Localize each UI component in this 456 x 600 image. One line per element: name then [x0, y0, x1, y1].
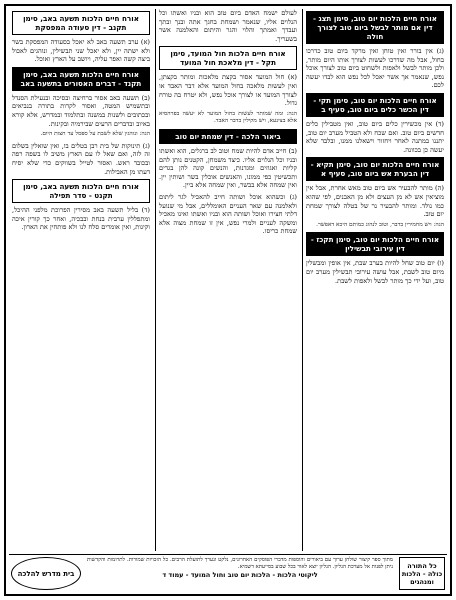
footer-text-block	[83, 555, 397, 592]
gloss-note: הגה: ונוהגין שלא לשבת על ספסל עד חצות היום.	[40, 131, 150, 138]
gloss-note: הגה: ומה שמותר לעשות בחול המועד לא יעשה בפרהסיא אלא בצינעא, ויש מקילין בדבר האבד.	[159, 110, 297, 125]
text-columns	[9, 9, 447, 551]
paragraph: (ו) יום טוב שחל להיות בערב שבת, אין אופין ומבשלין מיום טוב לשבת, אבל עושה עירובי תבשילין מערב יום טוב, ועל ידי כך מותר לבשל ולאפות לשבת.	[306, 259, 444, 285]
institution-seal: בית מדרש להלכה	[11, 557, 81, 590]
section-header: אורח חיים הלכות יום טוב, סימן תקי - דין הכשר כלים ביום טוב, סעיף ב	[306, 93, 444, 117]
gloss-note: הגה: ויש מחמירין בדבר, וטוב לנהוג כמותם היכא דאפשר.	[316, 221, 444, 228]
page-footer	[9, 554, 447, 592]
section-header: אורח חיים הלכות תשעה באב, סימן תקנב - דין סעודה המפסקת	[12, 11, 150, 35]
paragraph: (ב) תשעה באב אסור ברחיצה ובסיכה ובנעילת הסנדל ובתשמיש המטה, ואסור לקרות בתורה בנביאים ובכתובים ולשנות במשנה ובתלמוד ובמדרש, אלא קורא באיוב ובדברים הרעים שבירמיה ובקינות.	[12, 93, 150, 128]
section-header: אורח חיים הלכות חול המועד, סימן תקל - דין מלאכת חול המועד	[159, 46, 297, 70]
paragraph: (ג) תינוקות של בית רבן בטלים בו, ואין שואלין בשלום זה לזה, ואם שאל לו עם הארץ משיב לו בשפה רפה ובכובד ראש. ואסור לטייל בשווקים כדי שלא יסיח דעתו מן האבילות.	[12, 141, 150, 176]
column-middle	[155, 9, 300, 551]
column-left	[9, 9, 153, 551]
paragraph: (ד) אין מכשירין כלים ביום טוב, ואין מטבילין כלים חדשים ביום טוב. ואם שכח ולא הטביל מערב יום טוב, יתננו במתנה לאחר ויחזור וישאלנו ממנו, ובלבד שלא יעשה כן בכוונה.	[306, 119, 444, 154]
document-page	[4, 4, 452, 596]
section-header: ביאור הלכה - דין שמחת יום טוב	[159, 129, 297, 144]
paragraph: (א) ערב תשעה באב לא יאכל בסעודה המפסקת בשר ולא ישתה יין, ולא יאכל שני תבשילין, ונוהגים לאכול ביצה קשה ואפר עליה, ויושב על הארץ ואוכל.	[12, 38, 150, 64]
section-header: אורח חיים הלכות יום טוב, סימן תצג - דין אם מותר לבשל ביום טוב לצורך חולה	[306, 11, 444, 44]
section-header: אורח חיים הלכות תשעה באב, סימן תקנט - סדר תפילה	[12, 179, 150, 203]
paragraph: (ה) מותר להבעיר אש ביום טוב מאש אחרת, אבל אין מוציאין אש לא מן העצים ולא מן האבנים, לפי שהוא כמו נולד. ומותר להבעיר נר של בטלה לצורך שמחת יום טוב.	[306, 184, 444, 219]
section-header: אורח חיים הלכות יום טוב, סימן תקכז - דין עירובי תבשילין	[306, 232, 444, 256]
footer-description: מתוך ספר קיצור שולחן ערוך עם ביאורים והוספות מדברי הפוסקים האחרונים, נלקט ונערך לתועלת הרבים. כל הזכויות שמורות. לתרומות והקדשות ניתן לפנות אל מערכת הגליון. הגליון יוצא לאור בכל שבוע בסייעתא דשמיא.	[87, 557, 393, 570]
paragraph: (ד) בליל תשעה באב מסירין הפרוכת מלפני ההיכל, ומתפללין ערבית בנחת ובבכיה, ואחר כך קורין איכה וקינות, ואין אומרים סלח לנו ולא פותחין את הארון.	[12, 206, 150, 232]
paragraph: (ב) חייב אדם להיות שמח וטוב לב ברגלים, הוא ואשתו ובניו וכל הנלוים אליו. כיצד משמחן, הקטנים נותן להם קליות ואגוזים ומגדנות, והנשים קונה להן בגדים ותכשיטין כפי ממונו, והאנשים אוכלין בשר ושותין יין. ואין שמחה אלא בבשר, ואין שמחה אלא ביין.	[159, 146, 297, 190]
footer-title: ליקוטי הלכות - הלכות יום טוב וחול המועד - עמוד ד	[162, 571, 318, 579]
section-header: אורח חיים הלכות תשעה באב, סימן תקנד - דברים האסורים בתשעה באב	[12, 67, 150, 91]
paragraph: (א) חול המועד אסור בקצת מלאכות ומותר בקצתן, ואין לעשות מלאכה בחול המועד אלא דבר האבד או לצורך המועד או לצורך אוכל נפש, ולא יטרח בה טורח גדול.	[159, 73, 297, 108]
paragraph: לעולם ישמח האדם ביום טוב הוא ובניו ואשתו וכל הנלוים אליו, שנאמר ושמחת בחגך אתה ובנך ובתך ועבדך ואמתך והלוי והגר והיתום והאלמנה אשר בשעריך.	[159, 9, 297, 43]
publication-logo: כל התורה כולה - הלכות ומנהגים	[399, 557, 445, 590]
section-header: אורח חיים הלכות יום טוב, סימן תקיא - דין הבערת אש ביום טוב, סעיף א	[306, 157, 444, 181]
paragraph: (ג) וכשהוא אוכל ושותה חייב להאכיל לגר ליתום ולאלמנה עם שאר העניים האומללים, אבל מי שנועל דלתי חצירו ואוכל ושותה הוא ובניו ואשתו ואינו מאכיל ומשקה לעניים ולמרי נפש, אין זו שמחת מצוה אלא שמחת כריסו.	[159, 192, 297, 236]
column-right	[302, 9, 447, 551]
paragraph: (ג) אין בורר ואין טוחן ואין מרקד ביום טוב כדרכו בחול, אבל מה שדרכו לעשות לצורך אותו היום מותר, ולכן מותר לבשל ולאפות ולשחוט ביום טוב לצורך אוכל נפש, שנאמר אך אשר יאכל לכל נפש הוא לבדו יעשה לכם.	[306, 47, 444, 90]
